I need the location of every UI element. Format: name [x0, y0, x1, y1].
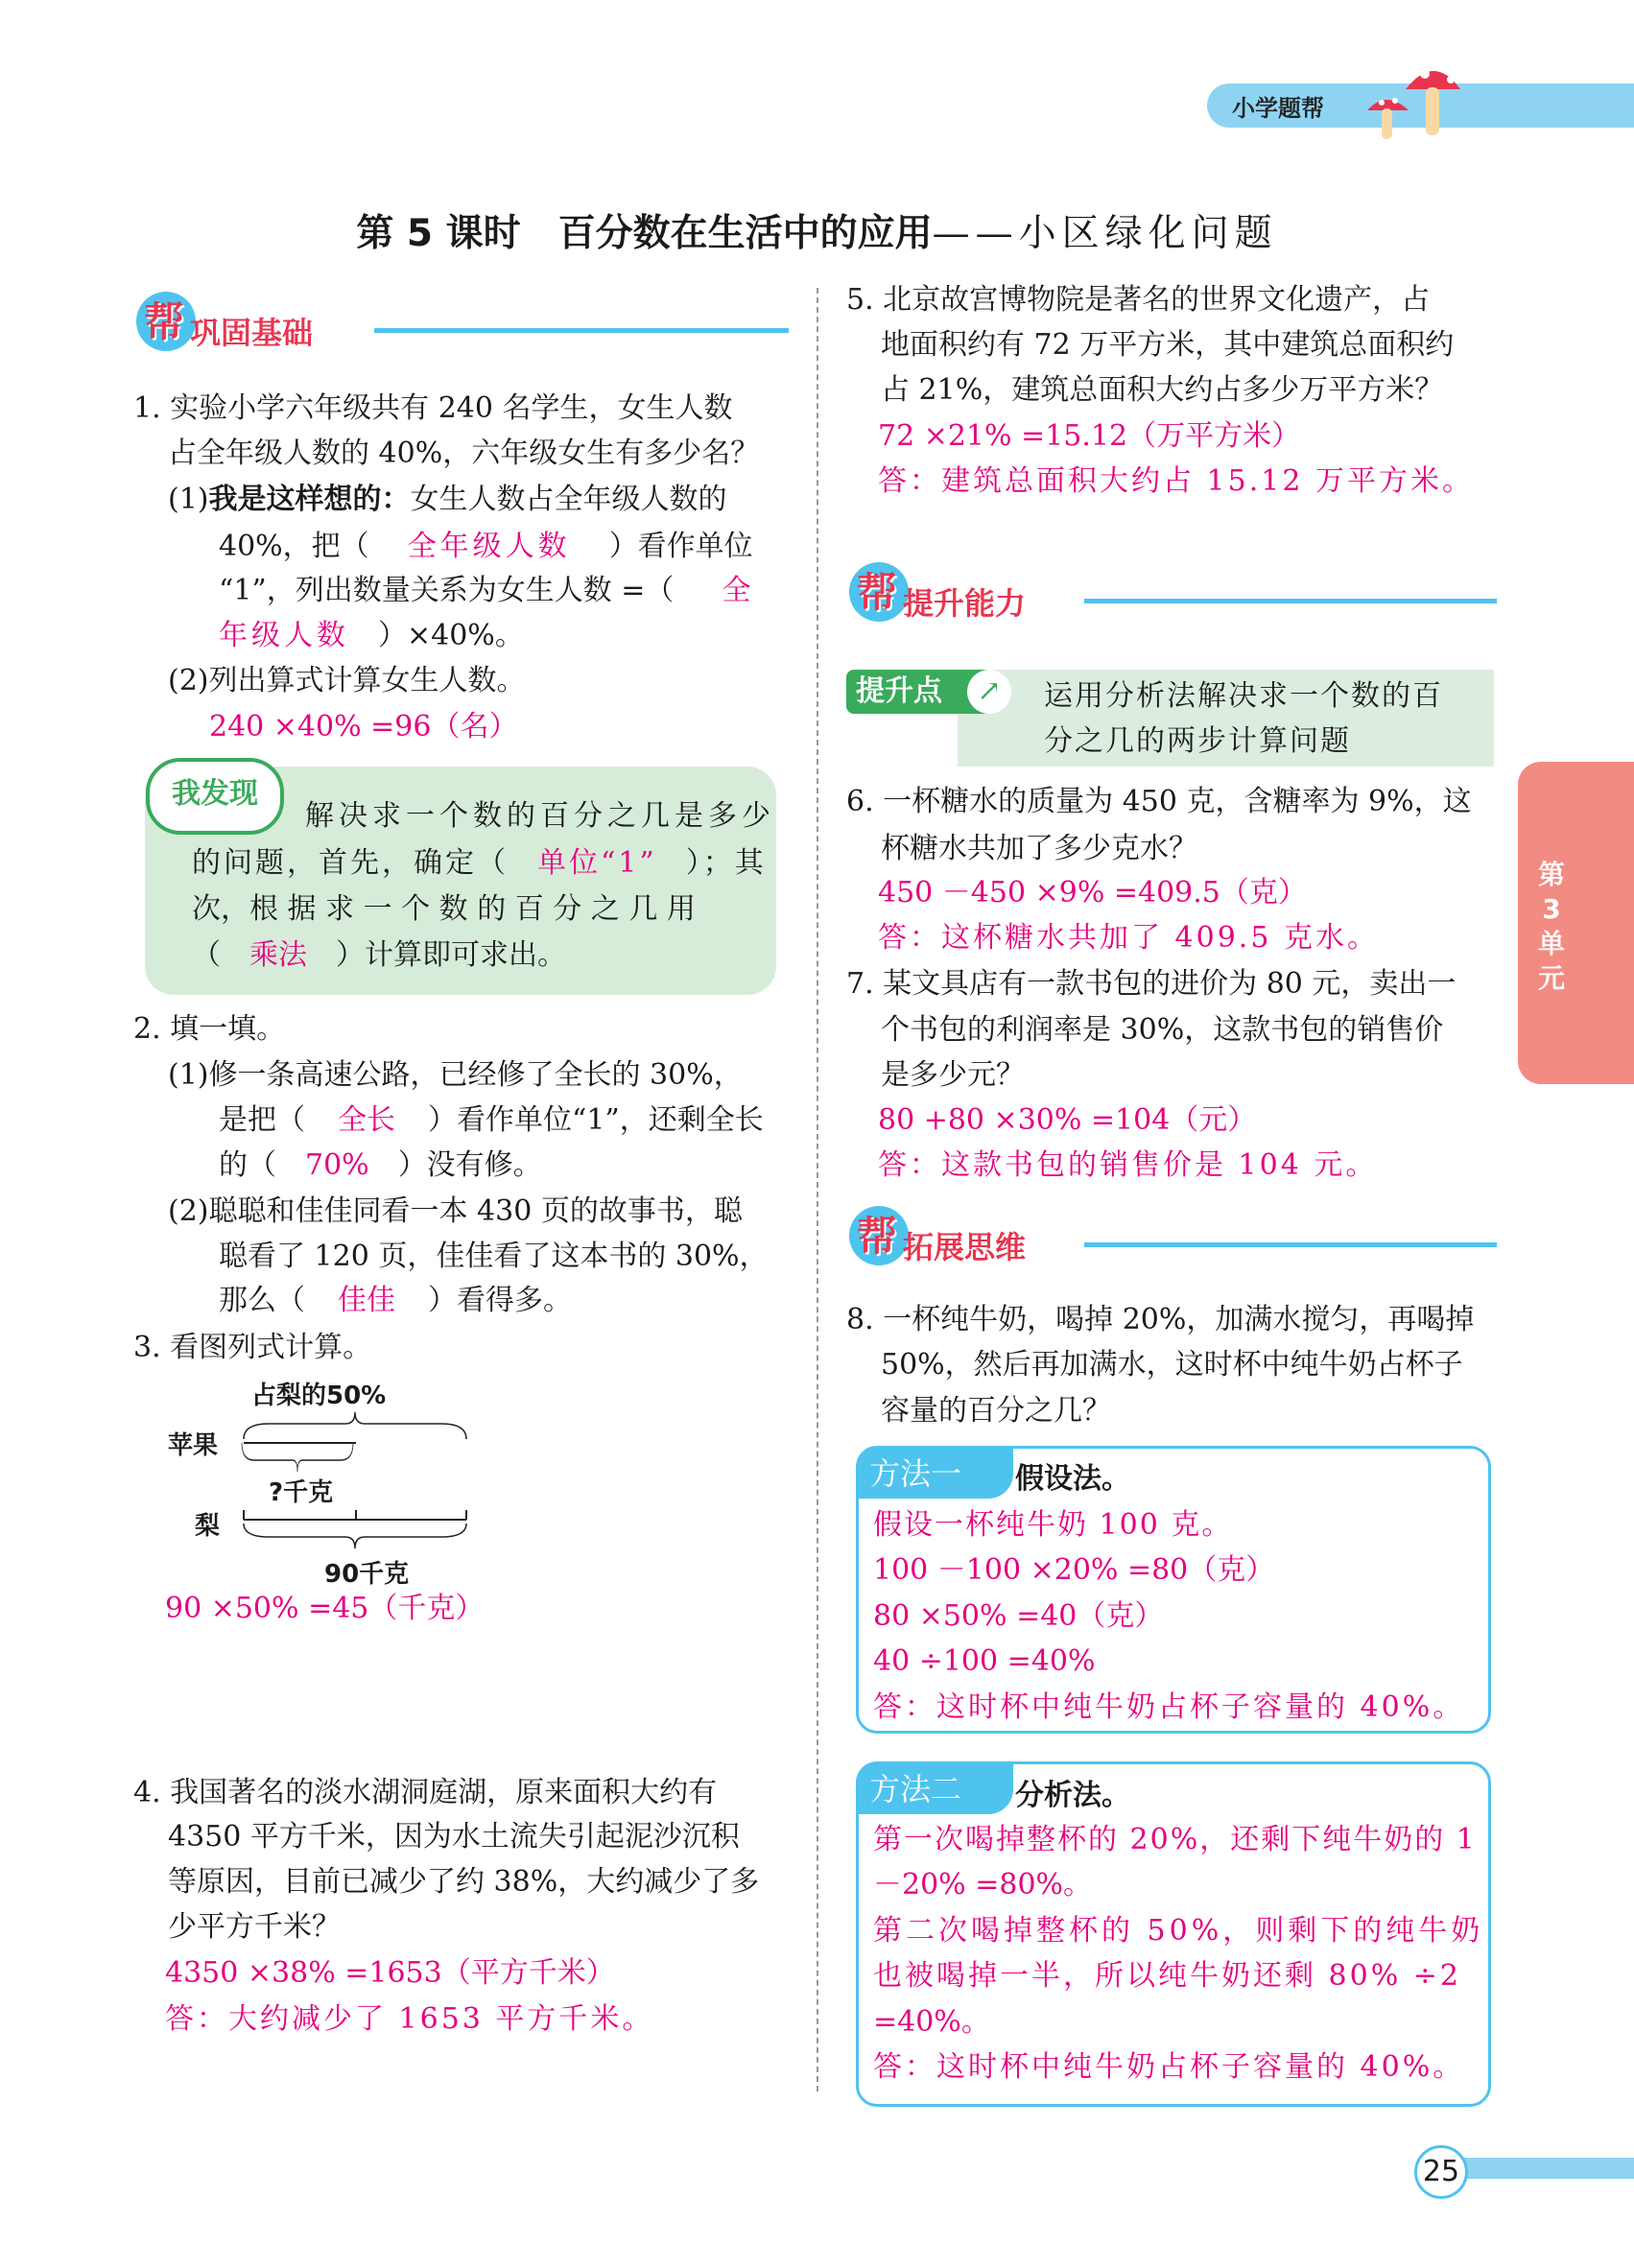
key-point-line: 运用分析法解决求一个数的百	[1044, 679, 1443, 713]
q6-line: 6. 一杯糖水的质量为 450 克，含糖率为 9%，这	[846, 785, 1472, 818]
brand-label: 小学题帮	[1232, 95, 1324, 122]
q7-line: 7. 某文具店有一款书包的进价为 80 元，卖出一	[846, 967, 1456, 1001]
method-one-line: 40 ÷100 =40%	[873, 1644, 1096, 1678]
arrow-up-right-icon: ↗	[967, 670, 1011, 714]
diagram-label-apple: 苹果	[168, 1431, 219, 1460]
q7-line: 个书包的利润率是 30%，这款书包的销售价	[881, 1013, 1444, 1047]
method-one-line: 答：这时杯中纯牛奶占杯子容量的 40%。	[873, 1690, 1465, 1724]
q2-line: (1)修一条高速公路，已经修了全长的 30%，	[168, 1058, 743, 1092]
q8-line: 8. 一杯纯牛奶，喝掉 20%，加满水搅匀，再喝掉	[846, 1303, 1475, 1336]
q7-answer-text: 答：这款书包的销售价是 104 元。	[878, 1148, 1378, 1182]
q2-line: (2)聪聪和佳佳同看一本 430 页的故事书，聪	[168, 1194, 743, 1228]
discovery-line: 的问题，首先，确定（ 单位“1” ）；其	[192, 846, 767, 880]
method-two-line: =40%。	[873, 2005, 990, 2039]
discovery-tag: 我发现	[146, 758, 284, 835]
q8-line: 容量的百分之几？	[881, 1394, 1111, 1428]
discovery-line: 解决求一个数的百分之几是多少	[305, 799, 775, 833]
q5-answer-text: 答：建筑总面积大约占 15.12 万平方米。	[878, 464, 1474, 498]
diagram-label-question: ?千克	[269, 1478, 334, 1507]
section-rule	[1084, 599, 1497, 603]
section-header-improve: 帮 提升能力	[849, 570, 1497, 627]
section-rule	[374, 328, 789, 333]
q5-line: 占 21%，建筑总面积大约占多少万平方米？	[881, 373, 1444, 407]
method-two-line: －20% =80%。	[873, 1868, 1093, 1902]
discovery-line: （ 乘法 ）计算即可求出。	[192, 938, 566, 972]
q4-answer: 4350 ×38% =1653（平方千米）	[165, 1956, 615, 1990]
method-one-name: 假设法。	[1015, 1462, 1130, 1496]
q4-line: 少平方千米？	[168, 1910, 341, 1944]
q2-line: 那么（ 佳佳 ）看得多。	[219, 1284, 572, 1317]
q6-answer: 450 －450 ×9% =409.5（克）	[878, 876, 1307, 910]
page-title: 第 5 课时 百分数在生活中的应用——小区绿化问题	[356, 212, 1278, 255]
q7-answer: 80 +80 ×30% =104（元）	[878, 1103, 1257, 1137]
q2-line: 2. 填一填。	[133, 1012, 286, 1046]
method-one-line: 假设一杯纯牛奶 100 克。	[873, 1508, 1233, 1542]
q5-line: 5. 北京故宫博物院是著名的世界文化遗产，占	[846, 283, 1431, 317]
q1-line: 年级人数 ）×40%。	[219, 619, 524, 652]
mushroom-icon	[1353, 53, 1468, 149]
q8-line: 50%，然后再加满水，这时杯中纯牛奶占杯子	[881, 1348, 1463, 1382]
q1-line: 占全年级人数的 40%，六年级女生有多少名？	[168, 437, 760, 470]
diagram-label-pear: 梨	[195, 1512, 221, 1541]
q2-line: 聪看了 120 页，佳佳看了这本书的 30%，	[219, 1240, 769, 1273]
discovery-line: 次，根 据 求 一 个 数 的 百 分 之 几 用	[192, 892, 696, 926]
q5-answer: 72 ×21% =15.12（万平方米）	[878, 419, 1301, 453]
method-one-tag: 方法一	[856, 1449, 1013, 1499]
page-number: 25	[1414, 2145, 1468, 2199]
q4-line: 4. 我国著名的淡水湖洞庭湖，原来面积大约有	[133, 1776, 718, 1809]
page-number-bar	[1444, 2158, 1634, 2179]
q1-line: 1. 实验小学六年级共有 240 名学生，女生人数	[133, 391, 733, 425]
q1-line: (2)列出算式计算女生人数。	[168, 664, 526, 697]
method-two-name: 分析法。	[1015, 1779, 1130, 1812]
diagram-label-total: 90千克	[324, 1560, 410, 1589]
method-one-line: 100 －100 ×20% =80（克）	[873, 1553, 1275, 1587]
q2-line: 是把（ 全长 ）看作单位“1”，还剩全长	[219, 1103, 764, 1137]
diagram-label-top: 占梨的50%	[251, 1382, 387, 1410]
method-two-line: 第二次喝掉整杯的 50%，则剩下的纯牛奶	[873, 1914, 1484, 1948]
q1-line: 40%，把（ 全年级人数 ）看作单位	[219, 530, 753, 563]
column-divider	[817, 288, 818, 2091]
line-segment-diagram	[240, 1410, 480, 1564]
section-rule	[1084, 1242, 1497, 1247]
q1-line: (1)我是这样想的：女生人数占全年级人数的	[168, 483, 727, 516]
q3-answer: 90 ×50% =45（千克）	[165, 1592, 485, 1625]
q6-line: 杯糖水共加了多少克水？	[881, 832, 1197, 865]
q5-line: 地面积约有 72 万平方米，其中建筑总面积约	[881, 328, 1455, 362]
q1-line: “1”，列出数量关系为女生人数 =（ 全	[219, 574, 751, 607]
section-header-basics: 帮 巩固基础	[136, 299, 789, 357]
method-two-line: 答：这时杯中纯牛奶占杯子容量的 40%。	[873, 2050, 1465, 2084]
method-two-line: 也被喝掉一半，所以纯牛奶还剩 80% ÷2	[873, 1959, 1461, 1993]
section-header-extend: 帮 拓展思维	[849, 1214, 1497, 1271]
key-point-line: 分之几的两步计算问题	[1044, 724, 1351, 758]
method-one-line: 80 ×50% =40（克）	[873, 1599, 1164, 1633]
q1-answer: 240 ×40% =96（名）	[209, 710, 518, 744]
q4-answer-text: 答：大约减少了 1653 平方千米。	[165, 2002, 654, 2036]
q7-line: 是多少元？	[881, 1058, 1025, 1092]
method-two-tag: 方法二	[856, 1764, 1013, 1814]
method-two-line: 第一次喝掉整杯的 20%，还剩下纯牛奶的 1	[873, 1823, 1477, 1856]
q4-line: 4350 平方千米，因为水土流失引起泥沙沉积	[168, 1820, 740, 1854]
q4-line: 等原因，目前已减少了约 38%，大约减少了多	[168, 1865, 760, 1899]
q2-line: 的（ 70% ）没有修。	[219, 1148, 542, 1182]
key-point-tag: 提升点	[846, 670, 986, 714]
q3-line: 3. 看图列式计算。	[133, 1331, 372, 1364]
q6-answer-text: 答：这杯糖水共加了 409.5 克水。	[878, 921, 1379, 955]
unit-side-tab[interactable]: 第3单元	[1518, 762, 1634, 1084]
